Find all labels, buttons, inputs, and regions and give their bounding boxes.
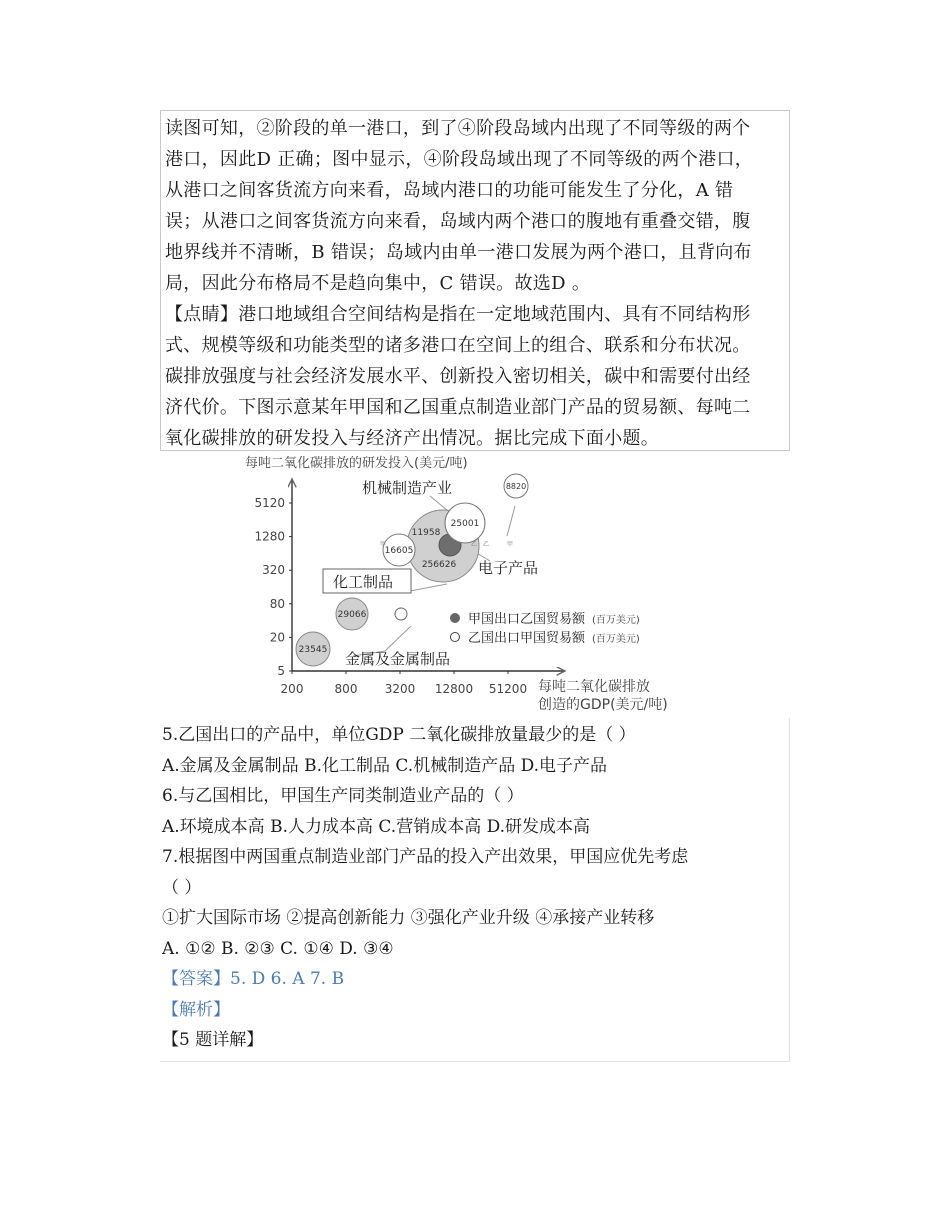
questions-box	[160, 718, 790, 1062]
intro-line: 氧化碳排放的研发投入与经济产出情况。据比完成下面小题。	[165, 428, 660, 449]
intro-line: 济代价。下图示意某年甲国和乙国重点制造业部门产品的贸易额、每吨二	[165, 397, 751, 418]
passage-line: 从港口之间客货流方向来看，岛域内港口的功能可能发生了分化，A 错	[165, 180, 734, 201]
x-tick-label: 200	[280, 682, 304, 696]
bubble-value-label: 256626	[421, 560, 457, 570]
leader-line	[430, 496, 448, 511]
question-6-options: A.环境成本高 B.人力成本高 C.营销成本高 D.研发成本高	[162, 816, 591, 837]
tip-line: 【点睛】港口地域组合空间结构是指在一定地域范围内、具有不同结构形	[165, 304, 751, 325]
x-tick-label: 12800	[434, 682, 474, 696]
question-5: 5.乙国出口的产品中，单位GDP 二氧化碳排放量最少的是（ ）	[162, 725, 636, 745]
category-label-metal: 金属及金属制品	[345, 650, 451, 668]
x-tick-label: 3200	[384, 682, 416, 696]
question-7: 7.根据图中两国重点制造业部门产品的投入产出效果，甲国应优先考虑	[162, 847, 689, 867]
bubble-value-label: 29066	[337, 610, 367, 620]
y-tick-label: 1280	[254, 529, 285, 544]
legend-jia-label: 甲国出口乙国贸易额	[468, 612, 586, 627]
tiny-label: 乙	[471, 541, 478, 548]
y-tick-label: 5120	[254, 496, 285, 510]
y-tick-label: 80	[269, 596, 285, 611]
question-5-options: A.金属及金属制品 B.化工制品 C.机械制造产品 D.电子产品	[162, 755, 608, 776]
bubble-value-label: 25001	[450, 519, 480, 529]
x-tick-labels	[281, 671, 528, 696]
x-tick-label: 51200	[488, 682, 528, 696]
tiny-label: 甲	[507, 541, 514, 548]
detail-label: 【5 题详解】	[162, 1030, 264, 1050]
bubble-chart	[235, 451, 695, 716]
legend-yi-marker	[451, 633, 460, 642]
leader-line	[410, 584, 447, 591]
bubble-value-label: 16605	[384, 546, 414, 556]
y-axis-label: 每吨二氧化碳排放的研发投入(美元/吨)	[245, 456, 468, 471]
legend-yi-label: 乙国出口甲国贸易额	[468, 631, 586, 646]
question-7-options: A. ①② B. ②③ C. ①④ D. ③④	[162, 938, 394, 959]
bubble-yi-metal	[395, 608, 407, 620]
intro-line: 碳排放强度与社会经济发展水平、创新投入密切相关，碳中和需要付出经	[165, 366, 751, 387]
y-tick-label: 20	[269, 630, 285, 645]
bubble-value-label: 11958	[411, 528, 441, 538]
analysis-label: 【解析】	[162, 999, 230, 1020]
leader-line	[507, 506, 515, 536]
legend-jia-marker	[450, 613, 460, 623]
answer-line: 【答案】5. D 6. A 7. B	[162, 969, 345, 989]
passage-line: 局，因此分布格局不是趋向集中，C 错误。故选D 。	[165, 273, 591, 294]
passage-line: 式、规模等级和功能类型的诸多港口在空间上的组合、联系和分布状况。	[165, 335, 751, 356]
passage-line: 港口，因此D 正确；图中显示，④阶段岛域出现了不同等级的两个港口，	[165, 149, 754, 170]
tiny-label: 甲	[380, 541, 387, 548]
legend-yi-unit: (百万美元)	[592, 634, 640, 645]
passage-box	[160, 110, 790, 451]
y-tick-labels	[254, 496, 292, 678]
category-label-machinery: 机械制造产业	[362, 479, 453, 497]
legend-jia-unit: (百万美元)	[592, 615, 640, 626]
x-axis-label-line2: 创造的GDP(美元/吨)	[538, 697, 668, 713]
y-tick-label: 5	[277, 664, 285, 678]
question-7-bracket: （ ）	[162, 877, 202, 898]
bubble-value-label: 8820	[505, 482, 527, 491]
question-7-statements: ①扩大国际市场 ②提高创新能力 ③强化产业升级 ④承接产业转移	[162, 908, 655, 928]
passage-line: 读图可知，②阶段的单一港口，到了④阶段岛域内出现了不同等级的两个	[165, 118, 751, 139]
bubble-value-label: 23545	[298, 645, 328, 655]
category-label-chemical: 化工制品	[333, 573, 394, 591]
y-tick-label: 320	[262, 563, 285, 578]
x-tick-label: 800	[334, 682, 358, 696]
category-label-electronics: 电子产品	[478, 559, 539, 577]
passage-line: 地界线并不清晰，B 错误；岛域内由单一港口发展为两个港口，且背向布	[165, 242, 752, 263]
question-6: 6.与乙国相比，甲国生产同类制造业产品的（ ）	[162, 786, 524, 806]
tiny-label: 乙	[483, 541, 490, 548]
passage-line: 误；从港口之间客货流方向来看，岛域内两个港口的腹地有重叠交错，腹	[165, 211, 751, 232]
x-axis-label-line1: 每吨二氧化碳排放	[538, 679, 650, 695]
